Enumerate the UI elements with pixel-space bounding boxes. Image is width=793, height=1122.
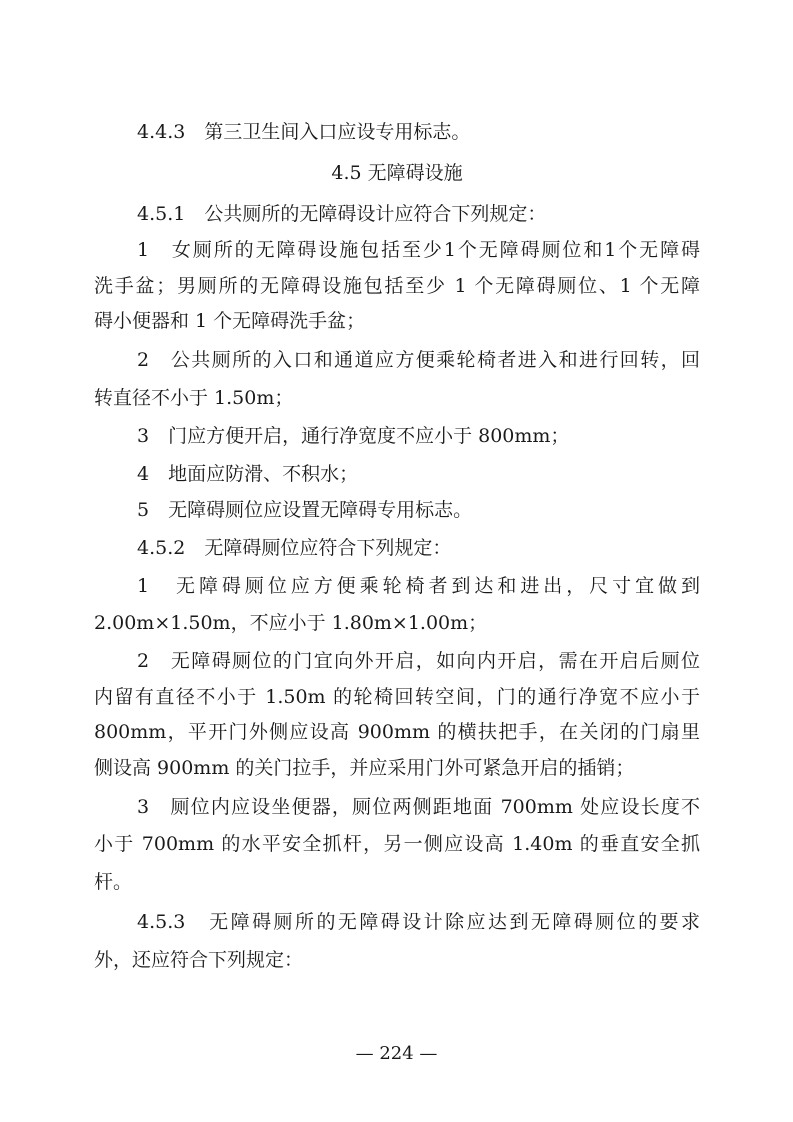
item-4-5-1-5: 5 无障碍厕位应设置无障碍专用标志。 xyxy=(137,499,473,521)
item-4-5-2-1-line-1: 1 无障碍厕位应方便乘轮椅者到达和进出，尺寸宜做到 xyxy=(137,575,700,597)
item-4-5-2-2-line-1: 2 无障碍厕位的门宜向外开启，如向内开启，需在开启后厕位 xyxy=(137,650,700,672)
item-4-5-1-1-line-2: 洗手盆；男厕所的无障碍设施包括至少 1 个无障碍厕位、1 个无障 xyxy=(94,275,700,297)
item-4-5-2-3-line-3: 杆。 xyxy=(94,871,133,893)
item-4-5-2-2-line-4: 侧设高 900mm 的关门拉手，并应采用门外可紧急开启的插销； xyxy=(94,757,635,779)
clause-4-4-3: 4.4.3 第三卫生间入口应设专用标志。 xyxy=(137,121,471,143)
section-heading-4-5: 4.5 无障碍设施 xyxy=(331,162,463,184)
item-4-5-1-4: 4 地面应防滑、不积水； xyxy=(137,463,359,485)
page-number: — 224 — xyxy=(355,1043,438,1064)
clause-4-5-3-line-1: 4.5.3 无障碍厕所的无障碍设计除应达到无障碍厕位的要求 xyxy=(137,911,700,933)
item-4-5-1-1-line-3: 碍小便器和 1 个无障碍洗手盆； xyxy=(94,310,366,332)
clause-4-5-1: 4.5.1 公共厕所的无障碍设计应符合下列规定： xyxy=(137,203,547,225)
item-4-5-2-1-line-2: 2.00m×1.50m，不应小于 1.80m×1.00m； xyxy=(94,612,488,634)
item-4-5-2-3-line-1: 3 厕位内应设坐便器，厕位两侧距地面 700mm 处应设长度不 xyxy=(137,796,700,818)
item-4-5-2-2-line-3: 800mm，平开门外侧应设高 900mm 的横扶把手，在关闭的门扇里 xyxy=(94,721,700,743)
item-4-5-1-2-line-2: 转直径不小于 1.50m； xyxy=(94,387,294,409)
item-4-5-1-2-line-1: 2 公共厕所的入口和通道应方便乘轮椅者进入和进行回转，回 xyxy=(137,349,700,371)
clause-4-5-3-line-2: 外，还应符合下列规定： xyxy=(94,949,304,971)
item-4-5-2-2-line-2: 内留有直径不小于 1.50m 的轮椅回转空间，门的通行净宽不应小于 xyxy=(94,686,700,708)
item-4-5-2-3-line-2: 小于 700mm 的水平安全抓杆，另一侧应设高 1.40m 的垂直安全抓 xyxy=(94,833,700,855)
item-4-5-1-1-line-1: 1 女厕所的无障碍设施包括至少1个无障碍厕位和1个无障碍 xyxy=(137,239,700,261)
clause-4-5-2: 4.5.2 无障碍厕位应符合下列规定： xyxy=(137,537,452,559)
item-4-5-1-3: 3 门应方便开启，通行净宽度不应小于 800mm； xyxy=(137,425,570,447)
